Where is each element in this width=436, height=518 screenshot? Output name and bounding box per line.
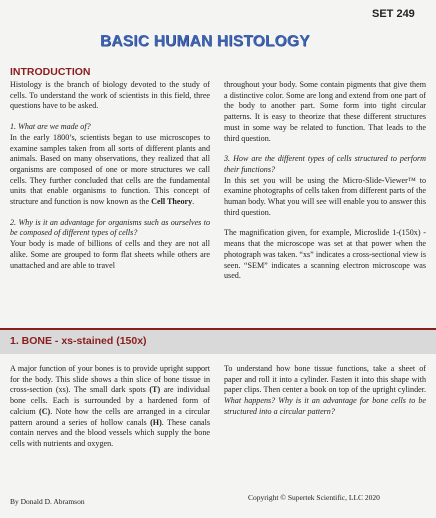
question-1-block: 1. What are we made of? In the early 1800’s, scientists began to use microscopes to examine samples taken from all sorts of different plants and animals. Based on many observations, they realized that all organisms are composed of one or more structures we call cells. They further concluded that cells are the fundamental units that enable organisms to function. This concept of structure and function is now known as the Cell Theory. bbox=[10, 122, 210, 207]
bone-activity: To understand how bone tissue functions, take a sheet of paper and roll it into a cylinder. Fasten it into this shape with paper clips. Then center a book on top of the upright cylinder. What happens? Why is it an advantage for bone cells to be structured into a circular pattern? bbox=[224, 364, 426, 416]
question-2-text: Your body is made of billions of cells and they are not all alike. Some are grouped to form flat sheets while others are unattached and are able to travel bbox=[10, 239, 210, 270]
bone-question: What happens? Why is it an advantage for bone cells to be structured into a circular pattern? bbox=[224, 396, 426, 416]
label-t: (T) bbox=[149, 385, 161, 395]
intro-paragraph: Histology is the branch of biology devoted to the study of cells. To understand the work of scientists in this field, three questions have to be asked. bbox=[10, 80, 210, 111]
cell-types-paragraph: throughout your body. Some contain pigments that give them a distinctive color. Some are long and extend from one part of the body to another part. Some form into tight circular patterns. It is easy to theorize that these different structures must in some way be related to function. That leads to the third question. bbox=[224, 80, 426, 143]
page-title: BASIC HUMAN HISTOLOGY bbox=[100, 33, 310, 50]
bone-left-column bbox=[10, 364, 210, 460]
magnification-paragraph: The magnification given, for example, Microslide 1-(150x) - means that the microscope was set at that power when the photograph was taken. “xs” indicates a cross-sectional view is seen. “SEM” indicates a scanning electron microscope was used. bbox=[224, 228, 426, 281]
introduction-left-column bbox=[10, 80, 210, 281]
bone-section-heading: 1. BONE - xs-stained (150x) bbox=[10, 335, 147, 347]
bone-description: A major function of your bones is to provide upright support for the body. This slide shows a thin slice of bone tissue in cross-section (xs). The small dark spots (T) are individual bone cells. Each is surrounded by a hardened form of calcium (C). Note how the cells are arranged in a circular pattern around a series of hollow canals (H). These canals contain nerves and the blood vessels which supply the bone cells with nutrients and oxygen. bbox=[10, 364, 210, 448]
question-3-block bbox=[224, 154, 426, 218]
introduction-right-column bbox=[224, 80, 426, 292]
cell-theory-term: Cell Theory bbox=[151, 197, 193, 207]
author-credit: By Donald D. Abramson bbox=[10, 497, 85, 506]
question-2-block bbox=[10, 218, 210, 272]
question-3: 3. How are the different types of cells structured to perform their functions? bbox=[224, 154, 426, 174]
copyright-notice: Copyright © Supertek Scientific, LLC 2020 bbox=[248, 493, 380, 502]
introduction-heading: INTRODUCTION bbox=[10, 66, 91, 78]
question-1-text: In the early 1800’s, scientists began to use microscopes to examine samples taken from all sorts of different plants and animals. Based on many observations, they realized that all organisms are composed of one or more structures we call cells. They further concluded that cells are the fundamental units that enable organisms to function. This concept of structure and function is now known as the bbox=[10, 132, 210, 207]
question-3-text: In this set you will be using the Micro-Slide-Viewer™ to examine photographs of cells taken from different parts of the human body. What you will see will enable you to answer this third question. bbox=[224, 175, 426, 217]
question-2: 2. Why is it an advantage for organisms such as ourselves to be composed of different types of cells? bbox=[10, 217, 210, 238]
bone-right-column bbox=[224, 364, 426, 428]
question-1: 1. What are we made of? bbox=[10, 122, 91, 132]
set-number: SET 249 bbox=[372, 8, 415, 20]
label-c: (C) bbox=[39, 406, 51, 416]
label-h: (H) bbox=[150, 417, 162, 427]
